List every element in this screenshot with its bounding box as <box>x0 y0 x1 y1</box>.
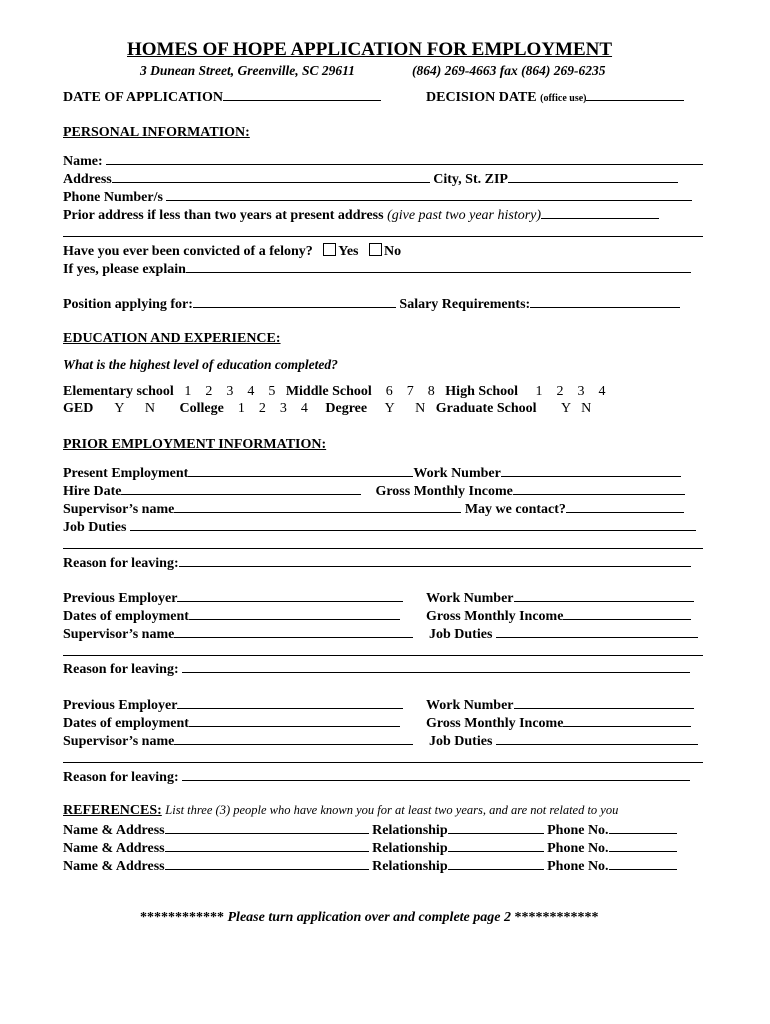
job-duties-field-2[interactable] <box>496 626 698 638</box>
prior-address-row <box>63 207 659 223</box>
personal-info-heading: PERSONAL INFORMATION: <box>63 125 250 140</box>
previous-employer-field-1[interactable] <box>177 590 403 602</box>
job-duties-extra-line-3[interactable] <box>63 762 703 763</box>
supervisor-field-3[interactable] <box>174 733 413 745</box>
job-duties-field-3[interactable] <box>496 733 698 745</box>
city-label: City, St. ZIP <box>433 172 508 187</box>
reference-phone-field-3[interactable] <box>609 858 677 870</box>
work-number-field-1[interactable] <box>501 465 681 477</box>
city-field[interactable] <box>508 171 678 183</box>
work-number-label-3: Work Number <box>426 698 514 713</box>
supervisor-label-3: Supervisor’s name <box>63 734 175 749</box>
high-label: High School <box>445 384 519 399</box>
job-duties-extra-line-2[interactable] <box>63 655 703 656</box>
date-of-application-field[interactable] <box>223 89 381 101</box>
supervisor-label-2: Supervisor’s name <box>63 627 175 642</box>
may-contact-label: May we contact? <box>464 502 566 517</box>
previous-employer-label-1: Previous Employer <box>63 591 178 606</box>
name-label: Name: <box>63 154 103 169</box>
education-question: What is the highest level of education completed? <box>63 357 338 372</box>
present-employment-row <box>63 465 681 481</box>
education-heading: EDUCATION AND EXPERIENCE: <box>63 331 281 346</box>
work-number-row-3 <box>426 697 694 713</box>
decision-date-field[interactable] <box>586 89 684 101</box>
job-duties-label-2: Job Duties <box>429 627 493 642</box>
dates-row-1 <box>63 608 400 624</box>
work-number-label-2: Work Number <box>426 591 514 606</box>
name-field[interactable] <box>106 153 703 165</box>
education-row-2 <box>63 402 591 416</box>
gross-income-label-2: Gross Monthly Income <box>426 609 564 624</box>
reason-field-1[interactable] <box>179 555 691 567</box>
gross-income-field-2[interactable] <box>563 608 691 620</box>
reference-name-label-3: Name & Address <box>63 859 165 874</box>
prior-address-label: Prior address if less than two years at present address <box>63 208 384 223</box>
reference-phone-label-3: Phone No. <box>547 859 609 874</box>
company-phones: (864) 269-4663 fax (864) 269-6235 <box>412 63 606 78</box>
job-duties-extra-line-1[interactable] <box>63 548 703 549</box>
date-of-application-row <box>63 89 381 105</box>
references-note: List three (3) people who have known you for at least two years, and are not related to you <box>165 803 619 817</box>
middle-label: Middle School <box>285 384 372 399</box>
may-contact-field[interactable] <box>566 501 684 513</box>
reference-row-2 <box>63 840 677 856</box>
position-field[interactable] <box>193 296 396 308</box>
gross-income-label-1: Gross Monthly Income <box>375 484 513 499</box>
job-duties-label-3: Job Duties <box>429 734 493 749</box>
page-title: HOMES OF HOPE APPLICATION FOR EMPLOYMENT <box>127 39 613 60</box>
job-duties-row-3 <box>429 733 698 749</box>
explain-field[interactable] <box>186 261 691 273</box>
reference-relationship-label-3: Relationship <box>372 859 448 874</box>
reference-relationship-label-2: Relationship <box>372 841 448 856</box>
supervisor-field-1[interactable] <box>174 501 461 513</box>
ged-label: GED <box>63 401 94 416</box>
date-of-application-label: DATE OF APPLICATION <box>63 90 223 105</box>
gross-income-field-3[interactable] <box>563 715 691 727</box>
present-employment-label: Present Employment <box>63 466 189 481</box>
explain-label: If yes, please explain <box>63 262 186 277</box>
phone-field[interactable] <box>166 189 692 201</box>
hire-date-label: Hire Date <box>63 484 122 499</box>
footer-note <box>140 911 598 925</box>
position-row <box>63 296 680 312</box>
reference-name-field-1[interactable] <box>165 822 369 834</box>
reason-label-1: Reason for leaving: <box>63 556 179 571</box>
felony-yes-label: Yes <box>338 244 359 259</box>
work-number-field-3[interactable] <box>514 697 694 709</box>
previous-employer-row-1 <box>63 590 403 606</box>
footer-stars-left: ************ <box>140 910 224 925</box>
gross-income-label-3: Gross Monthly Income <box>426 716 564 731</box>
graduate-yn[interactable]: Y N <box>561 401 592 416</box>
middle-levels[interactable]: 6 7 8 <box>385 384 435 399</box>
reference-relationship-field-1[interactable] <box>448 822 544 834</box>
prior-address-field[interactable] <box>541 207 659 219</box>
decision-date-row <box>426 89 684 105</box>
dates-row-2 <box>63 715 400 731</box>
reference-relationship-field-3[interactable] <box>448 858 544 870</box>
dates-label-2: Dates of employment <box>63 716 189 731</box>
supervisor-row-1 <box>63 501 684 517</box>
company-address: 3 Dunean Street, Greenville, SC 29611 <box>140 63 355 78</box>
hire-date-row <box>63 483 685 499</box>
address-field[interactable] <box>112 171 430 183</box>
graduate-label: Graduate School <box>435 401 537 416</box>
felony-yes-checkbox[interactable] <box>323 243 336 256</box>
gross-income-row-3 <box>426 715 691 731</box>
employment-heading: PRIOR EMPLOYMENT INFORMATION: <box>63 437 327 452</box>
references-heading-row <box>63 804 618 818</box>
reason-label-2: Reason for leaving: <box>63 662 179 677</box>
felony-question: Have you ever been convicted of a felony? <box>63 244 313 259</box>
hire-date-field[interactable] <box>121 483 361 495</box>
reason-field-3[interactable] <box>182 769 690 781</box>
references-heading: REFERENCES: <box>63 803 162 818</box>
high-levels[interactable]: 1 2 3 4 <box>535 384 606 399</box>
work-number-label-1: Work Number <box>413 466 501 481</box>
felony-no-label: No <box>384 244 402 259</box>
previous-employer-label-2: Previous Employer <box>63 698 178 713</box>
work-number-row-2 <box>426 590 694 606</box>
elementary-label: Elementary school <box>63 384 174 399</box>
prior-address-extra-line[interactable] <box>63 236 703 237</box>
reference-row-3 <box>63 858 677 874</box>
dates-field-2[interactable] <box>189 715 400 727</box>
supervisor-label-1: Supervisor’s name <box>63 502 175 517</box>
gross-income-row-2 <box>426 608 691 624</box>
salary-field[interactable] <box>530 296 680 308</box>
reason-row-1 <box>63 555 691 571</box>
phone-row <box>63 189 692 205</box>
office-use-label: (office use) <box>540 93 587 104</box>
dates-label-1: Dates of employment <box>63 609 189 624</box>
reference-row-1 <box>63 822 677 838</box>
job-duties-field-1[interactable] <box>130 519 696 531</box>
felony-row <box>63 243 401 259</box>
reason-field-2[interactable] <box>182 661 690 673</box>
gross-income-field-1[interactable] <box>513 483 685 495</box>
reference-phone-label-2: Phone No. <box>547 841 609 856</box>
reference-relationship-field-2[interactable] <box>448 840 544 852</box>
reference-name-field-2[interactable] <box>165 840 369 852</box>
supervisor-row-2 <box>63 626 413 642</box>
dates-field-1[interactable] <box>189 608 400 620</box>
reference-relationship-label-1: Relationship <box>372 823 448 838</box>
college-levels[interactable]: 1 2 3 4 <box>237 401 308 416</box>
position-label: Position applying for: <box>63 297 193 312</box>
degree-yn[interactable]: Y N <box>384 401 426 416</box>
name-row <box>63 153 703 169</box>
reason-label-3: Reason for leaving: <box>63 770 179 785</box>
supervisor-row-3 <box>63 733 413 749</box>
salary-label: Salary Requirements: <box>399 297 531 312</box>
reference-name-label-2: Name & Address <box>63 841 165 856</box>
reference-phone-label-1: Phone No. <box>547 823 609 838</box>
education-row-1 <box>63 385 606 399</box>
footer-text: Please turn application over and complete page 2 <box>227 910 511 925</box>
degree-label: Degree <box>325 401 368 416</box>
footer-stars-right: ************ <box>514 910 599 925</box>
reason-row-3 <box>63 769 690 785</box>
job-duties-row-2 <box>429 626 698 642</box>
elementary-levels[interactable]: 1 2 3 4 5 <box>184 384 276 399</box>
reference-name-field-3[interactable] <box>165 858 369 870</box>
job-duties-row-1 <box>63 519 696 535</box>
reference-phone-field-1[interactable] <box>609 822 677 834</box>
explain-row <box>63 261 691 277</box>
previous-employer-field-2[interactable] <box>177 697 403 709</box>
college-label: College <box>179 401 224 416</box>
work-number-field-2[interactable] <box>514 590 694 602</box>
reference-phone-field-2[interactable] <box>609 840 677 852</box>
ged-yn[interactable]: Y N <box>114 401 156 416</box>
address-row <box>63 171 678 187</box>
reference-name-label-1: Name & Address <box>63 823 165 838</box>
reason-row-2 <box>63 661 690 677</box>
job-duties-label-1: Job Duties <box>63 520 127 535</box>
decision-date-label: DECISION DATE <box>426 90 537 105</box>
felony-no-checkbox[interactable] <box>369 243 382 256</box>
previous-employer-row-2 <box>63 697 403 713</box>
prior-address-note: (give past two year history) <box>387 208 542 223</box>
phone-label: Phone Number/s <box>63 190 163 205</box>
address-label: Address <box>63 172 112 187</box>
supervisor-field-2[interactable] <box>174 626 413 638</box>
present-employment-field[interactable] <box>188 465 413 477</box>
